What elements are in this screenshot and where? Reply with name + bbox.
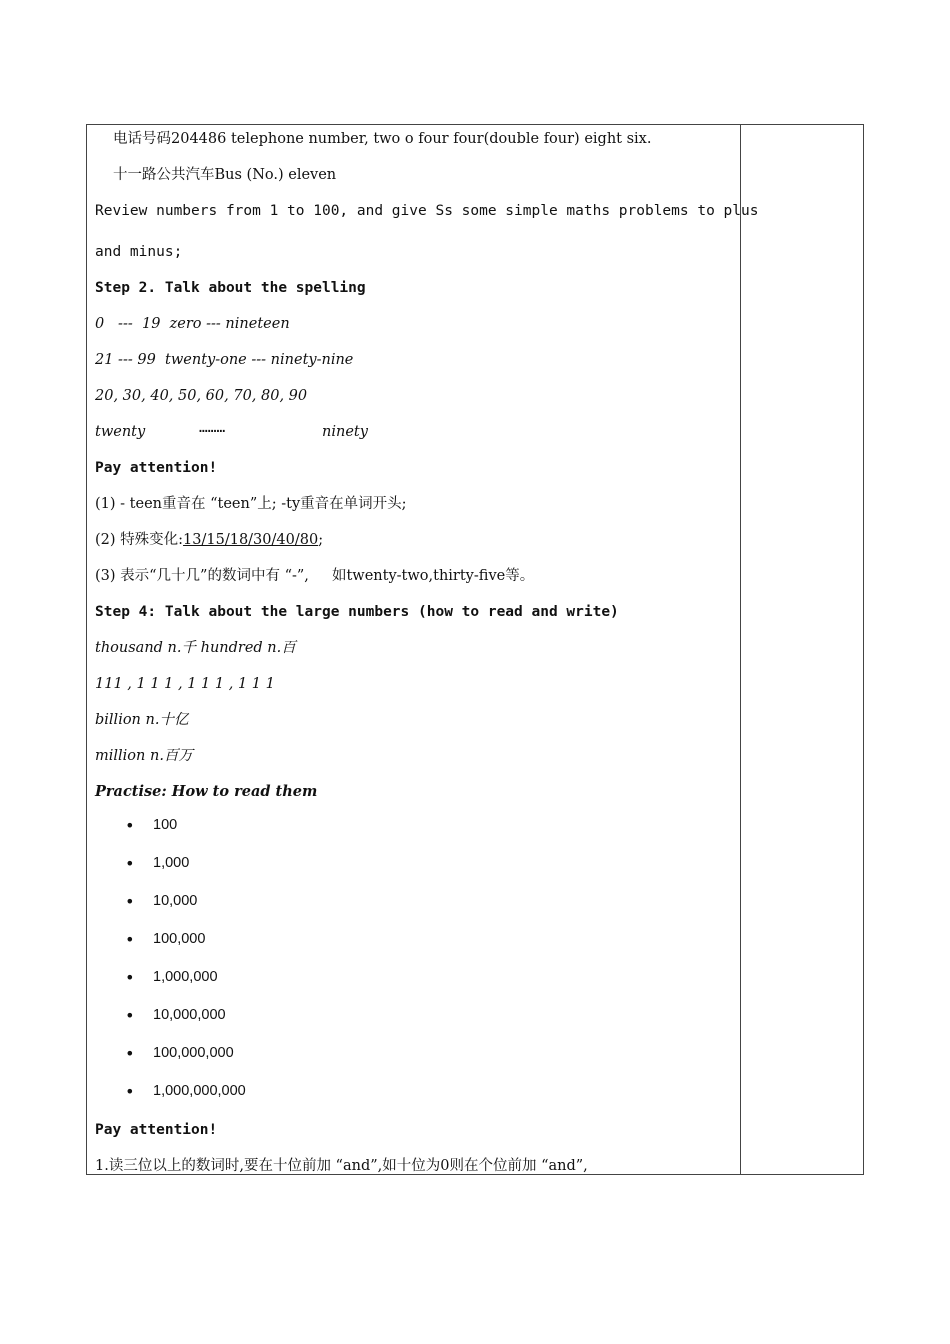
tens-list: 20, 30, 40, 50, 60, 70, 80, 90 (95, 388, 308, 404)
rule-2-numbers: 13/15/18/30/40/80 (183, 532, 319, 548)
number-item: 10,000,000 (153, 1007, 226, 1023)
comma-grouping: 111 , 1 1 1 , 1 1 1 , 1 1 1 (95, 676, 275, 692)
practise-heading: Practise: How to read them (95, 783, 318, 800)
pay-attention-2: Pay attention! (95, 1122, 218, 1138)
twenty-word: twenty (95, 424, 146, 440)
spelling-range-1: 0 --- 19 zero --- nineteen (95, 316, 290, 332)
bullet-icon: • (125, 816, 135, 835)
review-line: Review numbers from 1 to 100, and give Ss some simple maths problems to plus (95, 203, 759, 219)
number-item: 100 (153, 817, 178, 833)
telephone-line: 电话号码204486 telephone number, two o four four(double four) eight six. (113, 131, 652, 147)
ninety-word: ninety (322, 424, 368, 440)
spelling-range-2: 21 --- 99 twenty-one --- ninety-nine (95, 352, 354, 368)
number-item: 1,000 (153, 855, 190, 871)
bullet-icon: • (125, 1006, 135, 1025)
step2-heading: Step 2. Talk about the spelling (95, 280, 366, 296)
rule-2-label: (2) 特殊变化: (95, 532, 184, 548)
number-item: 100,000,000 (153, 1045, 234, 1061)
thousand-hundred: thousand n.千 hundred n.百 (95, 640, 296, 656)
billion-word: billion n.十亿 (95, 712, 189, 728)
bus-line: 十一路公共汽车Bus (No.) eleven (113, 167, 337, 183)
pay-attention-1: Pay attention! (95, 460, 218, 476)
bullet-icon: • (125, 1082, 135, 1101)
bullet-icon: • (125, 892, 135, 911)
number-item: 1,000,000 (153, 969, 218, 985)
bullet-icon: • (125, 930, 135, 949)
step4-heading: Step 4: Talk about the large numbers (how to read and write) (95, 604, 619, 620)
bullet-icon: • (125, 854, 135, 873)
million-word: million n.百万 (95, 748, 193, 764)
rule-3: (3) 表示“几十几”的数词中有 “-”, 如twenty-two,thirty-five等。 (95, 568, 535, 584)
rule-2 (95, 530, 323, 550)
column-divider (740, 125, 741, 1174)
bullet-icon: • (125, 968, 135, 987)
number-item: 1,000,000,000 (153, 1083, 246, 1099)
review-line-cont: and minus; (95, 244, 183, 260)
lesson-table (86, 124, 864, 1175)
ellipsis: ……… (199, 420, 226, 436)
rule-2-end: ; (318, 532, 324, 548)
bullet-icon: • (125, 1044, 135, 1063)
rule-1: (1) - teen重音在 “teen”上; -ty重音在单词开头; (95, 496, 407, 512)
number-item: 10,000 (153, 893, 198, 909)
number-item: 100,000 (153, 931, 206, 947)
and-rule: 1.读三位以上的数词时,要在十位前加 “and”,如十位为0则在个位前加 “and”, (95, 1158, 588, 1174)
